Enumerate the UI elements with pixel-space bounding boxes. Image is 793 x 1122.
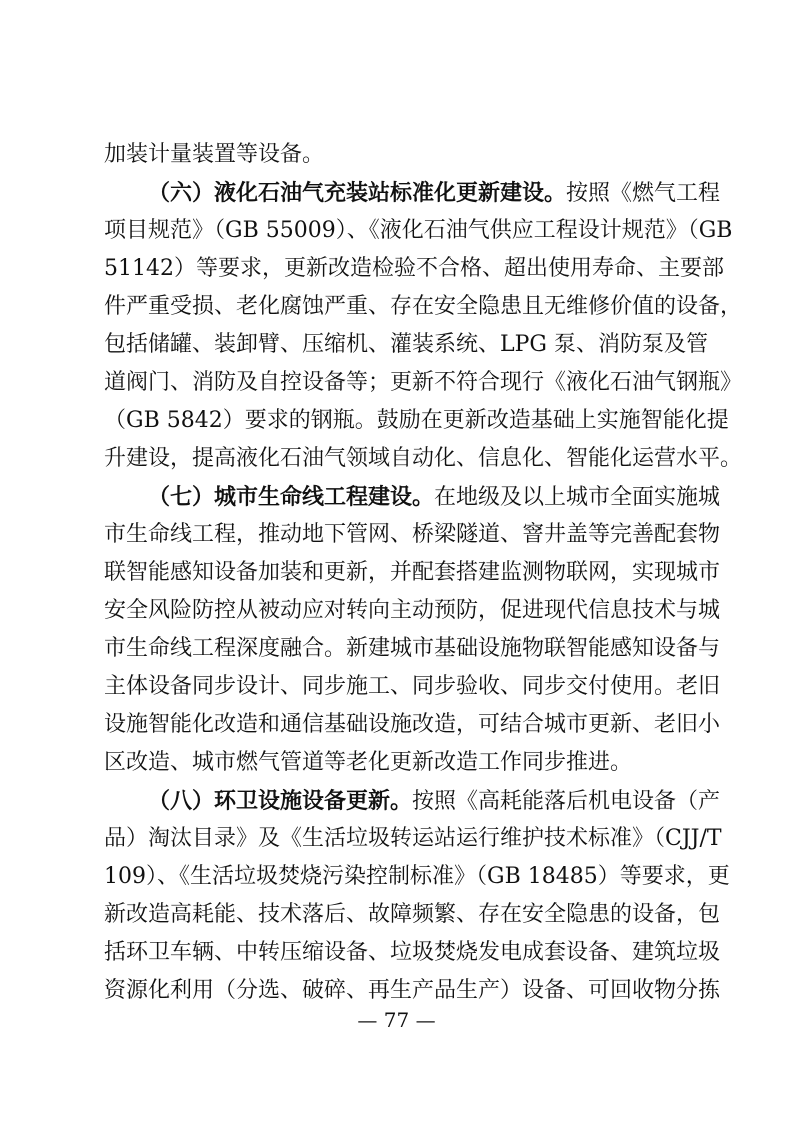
paragraph-line: 品）淘汰目录》及《生活垃圾转运站运行维护技术标准》（CJJ/T: [104, 826, 722, 851]
paragraph-line: 区改造、城市燃气管道等老化更新改造工作同步推进。: [104, 750, 633, 775]
paragraph-line: 新改造高耗能、技术落后、故障频繁、存在安全隐患的设备，包: [104, 902, 721, 927]
paragraph-line: （六）液化石油气充装站标准化更新建设。按照《燃气工程: [148, 180, 721, 206]
paragraph-line: 市生命线工程深度融合。新建城市基础设施物联智能感知设备与: [104, 636, 721, 661]
paragraph-line: 加装计量装置等设备。: [104, 142, 325, 167]
paragraph-line: 安全风险防控从被动应对转向主动预防，促进现代信息技术与城: [104, 598, 721, 623]
paragraph-line: 包括储罐、装卸臂、压缩机、灌装系统、LPG 泵、消防泵及管: [104, 332, 708, 357]
paragraph-line: 51142）等要求，更新改造检验不合格、超出使用寿命、主要部: [104, 256, 724, 281]
paragraph-line: 联智能感知设备加装和更新，并配套搭建监测物联网，实现城市: [104, 560, 721, 585]
paragraph-line: 道阀门、消防及自控设备等；更新不符合现行《液化石油气钢瓶》: [104, 370, 743, 395]
paragraph-line: 项目规范》（GB 55009）、《液化石油气供应工程设计规范》（GB: [104, 218, 733, 243]
paragraph-line: （八）环卫设施设备更新。按照《高耗能落后机电设备（产: [148, 788, 721, 814]
section-heading-seven: （七）城市生命线工程建设。: [148, 484, 435, 510]
paragraph-line: 升建设，提高液化石油气领域自动化、信息化、智能化运营水平。: [104, 446, 743, 471]
section-heading-six: （六）液化石油气充装站标准化更新建设。: [148, 180, 567, 206]
paragraph-line: 括环卫车辆、中转压缩设备、垃圾焚烧发电成套设备、建筑垃圾: [104, 940, 721, 965]
section-heading-eight: （八）环卫设施设备更新。: [148, 788, 413, 814]
paragraph-line: 109）、《生活垃圾焚烧污染控制标准》（GB 18485）等要求，更: [104, 864, 730, 889]
paragraph-line: 主体设备同步设计、同步施工、同步验收、同步交付使用。老旧: [104, 674, 721, 699]
paragraph-line: （GB 5842）要求的钢瓶。鼓励在更新改造基础上实施智能化提: [104, 408, 729, 433]
paragraph-line: 资源化利用（分选、破碎、再生产品生产）设备、可回收物分拣: [104, 978, 721, 1003]
paragraph-line: （七）城市生命线工程建设。在地级及以上城市全面实施城: [148, 484, 721, 510]
page-number: — 77 —: [357, 1008, 436, 1032]
paragraph-line: 件严重受损、老化腐蚀严重、存在安全隐患且无维修价值的设备，: [104, 294, 743, 319]
paragraph-line: 设施智能化改造和通信基础设施改造，可结合城市更新、老旧小: [104, 712, 721, 737]
paragraph-line: 市生命线工程，推动地下管网、桥梁隧道、窨井盖等完善配套物: [104, 522, 721, 547]
